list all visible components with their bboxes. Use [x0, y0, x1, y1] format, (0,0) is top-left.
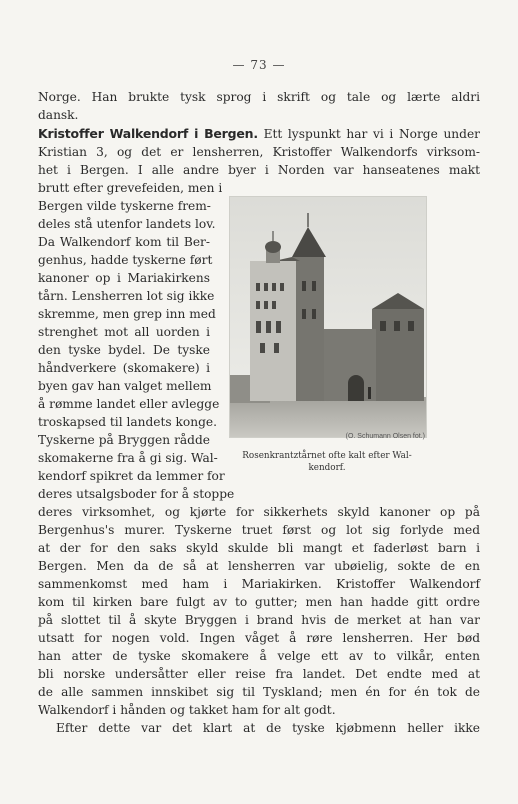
body-line: håndverkere (skomakere) i [38, 361, 210, 375]
body-line: Walkendorf i hånden og takket ham for alt godt. [38, 703, 336, 717]
section-heading: Kristoffer Walkendorf i Bergen. [38, 126, 258, 141]
body-line: deres virksomhet, og kjørte for sikkerhets skyld kanoner op på [38, 505, 480, 519]
body-line: kendorf spikret da lemmer for [38, 469, 225, 483]
body-line: han atter de tyske skomakere å velge ett av to vilkår, enten [38, 649, 480, 663]
body-line: bli norske undersåtter eller reise fra landet. Det endte med at [38, 667, 480, 681]
body-line: dansk. [38, 108, 79, 122]
body-line: sammenkomst med ham i Mariakirken. Kristoffer Walkendorf [38, 577, 480, 591]
body-line: utsatt for nogen vold. Ingen våget å røre lensherren. Her bød [38, 631, 480, 645]
tower-photo [229, 196, 427, 438]
page-number: — 73 — [232, 58, 286, 72]
body-line: de alle sammen innskibet sig til Tyskland; men én for én tok de [38, 685, 480, 699]
body-line: byen gav han valget mellem [38, 379, 212, 393]
body-line: deres utsalgsboder for å stoppe [38, 487, 235, 501]
body-line: at der for den saks skyld skulde bli mangt et faderløst barn i [38, 541, 480, 555]
body-line: het i Bergen. I alle andre byer i Norden var hanseatenes makt [38, 163, 480, 177]
body-text: Ett lyspunkt har vi i Norge under [257, 127, 480, 141]
body-line: Da Walkendorf kom til Ber- [38, 235, 210, 249]
body-line: troskapsed til landets konge. [38, 415, 217, 429]
body-line: Efter dette var det klart at de tyske kjøbmenn heller ikke [56, 721, 480, 735]
body-line: Tyskerne på Bryggen rådde [38, 433, 210, 447]
photo-credit: (O. Schumann Olsen fot.) [345, 433, 425, 440]
body-line: genhus, hadde tyskerne ført [38, 253, 213, 267]
body-line: brutt efter grevefeiden, men i [38, 181, 223, 195]
caption-line: kendorf. [308, 463, 346, 473]
body-line: skomakerne fra å gi sig. Wal- [38, 451, 218, 465]
body-line: kanoner op i Mariakirkens [38, 271, 210, 285]
body-line: Norge. Han brukte tysk sprog i skrift og tale og lærte aldri [38, 90, 480, 104]
body-line: kom til kirken bare fulgt av to gutter; men han hadde gitt ordre [38, 595, 480, 609]
body-line: strenghet mot all uorden i [38, 325, 210, 339]
body-line: å rømme landet eller avlegge [38, 397, 220, 411]
body-line: Kristian 3, og det er lensherren, Kristoffer Walkendorfs virksom- [38, 145, 480, 159]
body-line: Bergen vilde tyskerne frem- [38, 199, 211, 213]
body-line: Bergenhus's murer. Tyskerne truet først og lot sig forlyde med [38, 523, 480, 537]
body-line: deles stå utenfor landets lov. [38, 217, 216, 231]
body-line: tårn. Lensherren lot sig ikke [38, 289, 215, 303]
body-line: den tyske bydel. De tyske [38, 343, 210, 357]
figure-caption [229, 450, 425, 474]
body-line: skremme, men grep inn med [38, 307, 216, 321]
caption-line: Rosenkrantztårnet ofte kalt efter Wal- [242, 451, 412, 461]
section-heading-line [38, 125, 480, 143]
body-line: Bergen. Men da de så at lensherren var ubøielig, sokte de en [38, 559, 480, 573]
body-line: på slottet til å skyte Bryggen i brand hvis de merket at han var [38, 613, 480, 627]
